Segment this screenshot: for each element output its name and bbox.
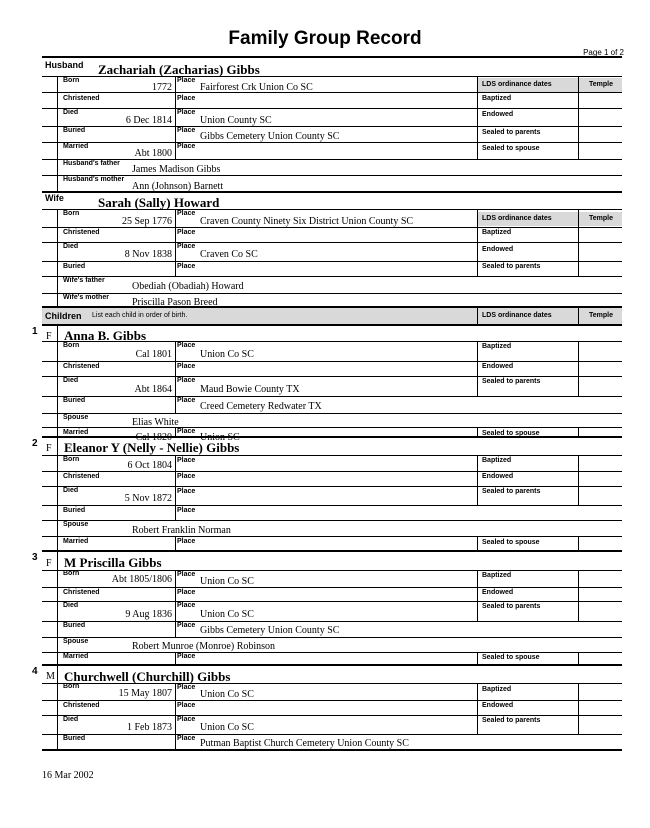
child-sex: M: [46, 671, 55, 682]
husband-born-row: [42, 76, 622, 93]
child-number: 2: [32, 438, 38, 449]
temple-label: Temple: [589, 81, 613, 88]
sealed-spouse-label: Sealed to spouse: [482, 430, 540, 437]
buried-label: Buried: [63, 263, 86, 270]
baptized-label: Baptized: [482, 457, 512, 464]
husband-label: Husband: [45, 60, 84, 70]
husband-buried-place: Gibbs Cemetery Union County SC: [200, 131, 340, 142]
husband-father-name: James Madison Gibbs: [132, 164, 221, 175]
wife-name: Sarah (Sally) Howard: [98, 195, 220, 210]
child-name: Anna B. Gibbs: [64, 328, 147, 343]
child-4: [32, 666, 622, 749]
christened-label: Christened: [63, 95, 100, 102]
wife-mother-name: Priscilla Pason Breed: [132, 297, 218, 308]
endowed-label: Endowed: [482, 702, 514, 709]
married-label: Married: [63, 653, 89, 660]
wife-mother-row: [42, 293, 622, 306]
buried-label: Buried: [63, 507, 86, 514]
born-label: Born: [63, 570, 80, 577]
sealed-spouse-label: Sealed to spouse: [482, 145, 540, 152]
spouse-label: Spouse: [63, 521, 89, 528]
place-label: Place: [177, 602, 196, 609]
wife-died-row: [42, 242, 622, 262]
sealed-parents-label: Sealed to parents: [482, 263, 541, 270]
buried-label: Buried: [63, 397, 86, 404]
place-label: Place: [177, 702, 196, 709]
born-label: Born: [63, 342, 80, 349]
wife-label: Wife: [45, 193, 64, 203]
married-label: Married: [63, 429, 89, 436]
husband-died-place: Union County SC: [200, 115, 272, 126]
place-label: Place: [177, 684, 196, 691]
child-born-place: Union Co SC: [200, 689, 254, 700]
wife-father-name: Obediah (Obadiah) Howard: [132, 281, 244, 292]
place-label: Place: [177, 507, 196, 514]
child-married-place: Union SC: [200, 432, 240, 443]
child-name: Churchwell (Churchill) Gibbs: [64, 669, 231, 684]
baptized-label: Baptized: [482, 686, 512, 693]
child-2: [32, 438, 622, 550]
wife-died-date: 8 Nov 1838: [124, 249, 172, 260]
husband-died-date: 6 Dec 1814: [125, 115, 172, 126]
temple-label: Temple: [589, 312, 613, 319]
place-label: Place: [177, 428, 196, 435]
christened-label: Christened: [63, 702, 100, 709]
born-label: Born: [63, 456, 80, 463]
place-label: Place: [177, 653, 196, 660]
place-label: Place: [177, 473, 196, 480]
child-married-date: Cal 1820: [135, 432, 172, 443]
child-died-place: Union Co SC: [200, 609, 254, 620]
place-label: Place: [177, 363, 196, 370]
child-born-date: Abt 1805/1806: [111, 574, 172, 585]
christened-label: Christened: [63, 363, 100, 370]
husband-mother-name: Ann (Johnson) Barnett: [132, 181, 224, 192]
child-born-date: 15 May 1807: [118, 688, 172, 699]
husband-born-place: Fairforest Crk Union Co SC: [200, 82, 313, 93]
place-label: Place: [177, 377, 196, 384]
husband-married-date: Abt 1800: [134, 148, 172, 159]
temple-label: Temple: [589, 215, 613, 222]
lds-label: LDS ordinance dates: [482, 312, 552, 319]
children-note: List each child in order of birth.: [92, 312, 188, 319]
child-sex: F: [46, 558, 52, 569]
child-buried-place: Gibbs Cemetery Union County SC: [200, 625, 340, 636]
child-buried-place: Putman Baptist Church Cemetery Union County SC: [200, 738, 409, 749]
christened-label: Christened: [63, 473, 100, 480]
husband-born-date: 1772: [152, 82, 172, 93]
husband-christened-row: [42, 92, 622, 109]
died-label: Died: [63, 487, 79, 494]
child-name: Eleanor Y (Nelly - Nellie) Gibbs: [64, 440, 240, 455]
endowed-label: Endowed: [482, 473, 514, 480]
wife-born-row: [42, 209, 622, 228]
footer-date: 16 Mar 2002: [42, 770, 94, 781]
baptized-label: Baptized: [482, 343, 512, 350]
husbands-mother-label: Husband's mother: [63, 176, 125, 183]
place-label: Place: [177, 622, 196, 629]
child-sex: F: [46, 443, 52, 454]
husband-died-row: [42, 108, 622, 127]
husband-name: Zachariah (Zacharias) Gibbs: [98, 62, 260, 77]
wife-section: [42, 193, 622, 306]
place-label: Place: [177, 735, 196, 742]
place-label: Place: [177, 95, 196, 102]
died-label: Died: [63, 602, 79, 609]
place-label: Place: [177, 589, 196, 596]
child-died-place: Union Co SC: [200, 722, 254, 733]
child-born-place: Union Co SC: [200, 349, 254, 360]
place-label: Place: [177, 210, 196, 217]
sealed-spouse-label: Sealed to spouse: [482, 539, 540, 546]
sealed-parents-label: Sealed to parents: [482, 129, 541, 136]
baptized-label: Baptized: [482, 572, 512, 579]
wife-died-place: Craven Co SC: [200, 249, 258, 260]
place-label: Place: [177, 143, 196, 150]
children-label: Children: [45, 311, 82, 321]
child-name: M Priscilla Gibbs: [64, 555, 162, 570]
child-born-date: Cal 1801: [135, 349, 172, 360]
christened-label: Christened: [63, 589, 100, 596]
wife-born-date: 25 Sep 1776: [122, 216, 172, 227]
husbands-father-label: Husband's father: [63, 160, 120, 167]
place-label: Place: [177, 342, 196, 349]
sealed-parents-label: Sealed to parents: [482, 378, 541, 385]
baptized-label: Baptized: [482, 229, 512, 236]
husband-mother-row: [42, 175, 622, 191]
place-label: Place: [177, 397, 196, 404]
wife-born-place: Craven County Ninety Six District Union County SC: [200, 216, 414, 227]
place-label: Place: [177, 229, 196, 236]
place-label: Place: [177, 488, 196, 495]
endowed-label: Endowed: [482, 589, 514, 596]
child-spouse-name: Robert Munroe (Monroe) Robinson: [132, 641, 276, 652]
died-label: Died: [63, 377, 79, 384]
page-title: Family Group Record: [228, 28, 422, 49]
wife-christened-row: [42, 227, 622, 243]
lds-label: LDS ordinance dates: [482, 81, 552, 88]
child-number: 1: [32, 326, 38, 337]
born-label: Born: [63, 77, 80, 84]
child-number: 4: [32, 666, 38, 677]
place-label: Place: [177, 77, 196, 84]
child-3: [32, 552, 622, 664]
endowed-label: Endowed: [482, 111, 514, 118]
child-spouse-name: Elias White: [132, 417, 179, 428]
child-born-place: Union Co SC: [200, 576, 254, 587]
died-label: Died: [63, 243, 79, 250]
children-header: [42, 308, 622, 324]
christened-label: Christened: [63, 229, 100, 236]
spouse-label: Spouse: [63, 414, 89, 421]
lds-label: LDS ordinance dates: [482, 215, 552, 222]
sealed-parents-label: Sealed to parents: [482, 488, 541, 495]
child-died-date: 1 Feb 1873: [127, 722, 172, 733]
buried-label: Buried: [63, 622, 86, 629]
child-died-place: Maud Bowie County TX: [200, 384, 300, 395]
husband-married-row: [42, 142, 622, 160]
died-label: Died: [63, 716, 79, 723]
place-label: Place: [177, 538, 196, 545]
married-label: Married: [63, 538, 89, 545]
died-label: Died: [63, 109, 79, 116]
child-number: 3: [32, 552, 38, 563]
spouse-label: Spouse: [63, 638, 89, 645]
child-died-date: Abt 1864: [134, 384, 172, 395]
endowed-label: Endowed: [482, 363, 514, 370]
sealed-parents-label: Sealed to parents: [482, 603, 541, 610]
place-label: Place: [177, 263, 196, 270]
husband-buried-row: [42, 126, 622, 143]
place-label: Place: [177, 109, 196, 116]
place-label: Place: [177, 127, 196, 134]
married-label: Married: [63, 143, 89, 150]
wifes-mother-label: Wife's mother: [63, 294, 109, 301]
wife-buried-row: [42, 261, 622, 277]
sealed-spouse-label: Sealed to spouse: [482, 654, 540, 661]
baptized-label: Baptized: [482, 95, 512, 102]
child-spouse-name: Robert Franklin Norman: [132, 525, 231, 536]
place-label: Place: [177, 243, 196, 250]
child-buried-place: Creed Cemetery Redwater TX: [200, 401, 322, 412]
place-label: Place: [177, 571, 196, 578]
husband-father-row: [42, 159, 622, 176]
place-label: Place: [177, 457, 196, 464]
child-sex: F: [46, 331, 52, 342]
child-1: [32, 326, 622, 443]
buried-label: Buried: [63, 127, 86, 134]
family-group-form: [32, 56, 622, 751]
born-label: Born: [63, 210, 80, 217]
page-number: Page 1 of 2: [583, 48, 624, 57]
wife-father-row: [42, 276, 622, 294]
child-born-date: 6 Oct 1804: [127, 460, 172, 471]
wifes-father-label: Wife's father: [63, 277, 105, 284]
endowed-label: Endowed: [482, 246, 514, 253]
buried-label: Buried: [63, 735, 86, 742]
sealed-parents-label: Sealed to parents: [482, 717, 541, 724]
place-label: Place: [177, 716, 196, 723]
child-died-date: 9 Aug 1836: [125, 609, 172, 620]
born-label: Born: [63, 683, 80, 690]
child-died-date: 5 Nov 1872: [124, 493, 172, 504]
husband-section: [42, 58, 622, 191]
